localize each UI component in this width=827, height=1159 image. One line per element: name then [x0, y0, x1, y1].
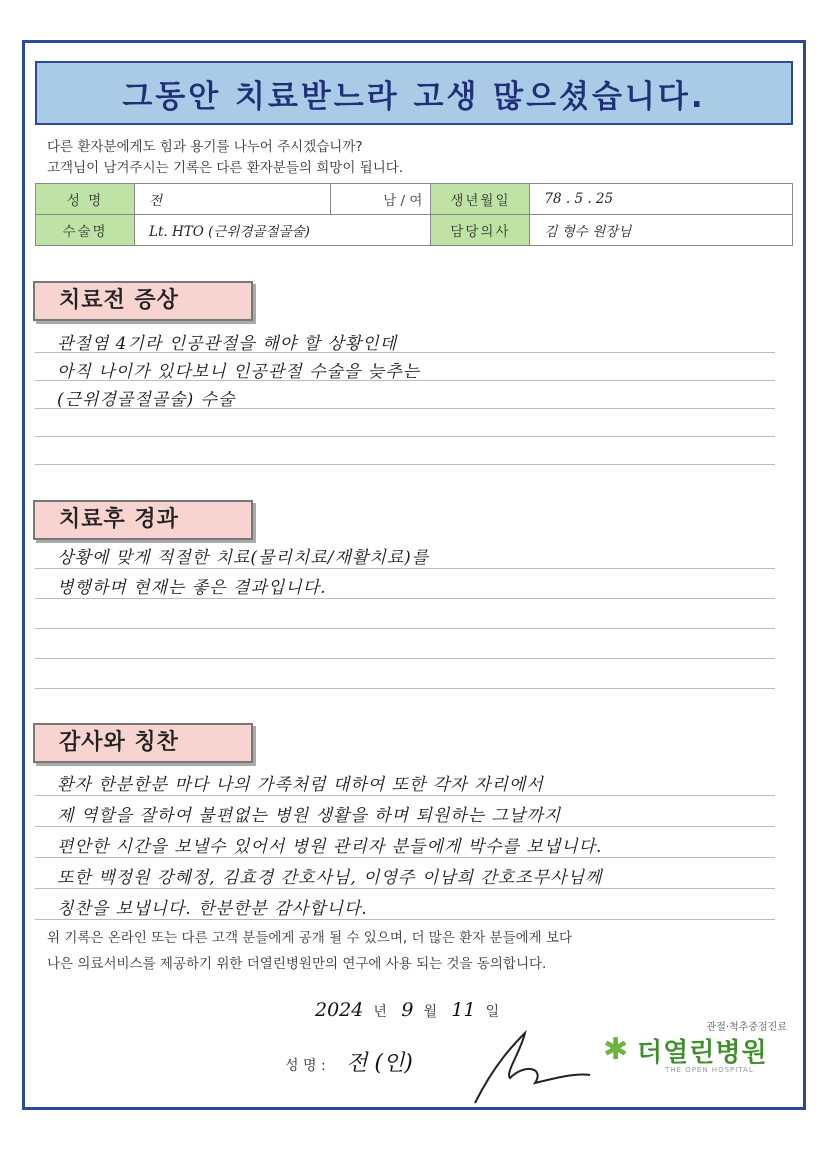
surgery-value: Lt. HTO (근위경골절골술): [135, 215, 431, 246]
intro-text: [47, 137, 403, 179]
logo-tagline: 관절·척추중점진료: [706, 1022, 787, 1033]
before-line-3: (근위경골절골술) 수술: [57, 390, 236, 410]
form-frame: [22, 40, 806, 1110]
before-line-1: 관절염 4기라 인공관절을 해야 할 상황인데: [57, 334, 398, 354]
sex-selector: 남 / 여: [331, 184, 431, 215]
signature-value: 전 (인): [346, 1051, 413, 1076]
consent-text: [47, 925, 572, 977]
ruled-line: [35, 857, 775, 858]
title-banner: [35, 61, 793, 125]
after-line-2: 병행하며 현재는 좋은 결과입니다.: [57, 578, 327, 598]
thanks-line-1: 환자 한분한분 마다 나의 가족처럼 대하여 또한 각자 자리에서: [57, 775, 544, 795]
signature-field: [285, 1046, 413, 1077]
date-year-unit: 년: [373, 1004, 387, 1020]
thanks-line-2: 제 역할을 잘하여 불편없는 병원 생활을 하며 퇴원하는 그날까지: [57, 806, 562, 826]
before-treatment-title: 치료전 증상: [33, 281, 253, 321]
ruled-line: [35, 568, 775, 569]
doctor-label: 담당의사: [431, 215, 530, 246]
date-month-unit: 월: [423, 1004, 437, 1020]
after-line-1: 상황에 맞게 적절한 치료(물리치료/재활치료)를: [57, 548, 430, 568]
logo-subtitle: THE OPEN HOSPITAL: [665, 1066, 754, 1074]
thanks-line-3: 편안한 시간을 보낼수 있어서 병원 관리자 분들에게 박수를 보냅니다.: [57, 837, 603, 857]
doctor-value: 김 형수 원장님: [530, 215, 793, 246]
signature-scribble: [465, 1023, 595, 1113]
signature-label: 성 명 :: [285, 1058, 326, 1074]
logo-name: 더열린병원: [637, 1038, 768, 1068]
consent-line-2: 나은 의료서비스를 제공하기 위한 더열린병원만의 연구에 사용 되는 것을 동의합니다.: [47, 956, 547, 972]
date-month: 9: [401, 999, 414, 1021]
ruled-line: [35, 464, 775, 465]
ruled-line: [35, 888, 775, 889]
date-year: 2024: [315, 999, 364, 1021]
thanks-title: 감사와 칭찬: [33, 723, 253, 763]
page-title: 그동안 치료받느라 고생 많으셨습니다.: [122, 78, 706, 115]
intro-line-1: 다른 환자분에게도 힘과 용기를 나누어 주시겠습니까?: [47, 139, 363, 155]
hospital-logo: [603, 1018, 793, 1078]
surgery-label: 수술명: [36, 215, 135, 246]
after-treatment-title: 치료후 경과: [33, 500, 253, 540]
date-day: 11: [451, 999, 476, 1021]
birth-value: 78 . 5 . 25: [530, 184, 793, 215]
birth-label: 생년월일: [431, 184, 530, 215]
ruled-line: [35, 658, 775, 659]
patient-info-table: [35, 183, 793, 246]
thanks-line-4: 또한 백정원 강혜정, 김효경 간호사님, 이영주 이남희 간호조무사님께: [57, 868, 603, 888]
consent-line-1: 위 기록은 온라인 또는 다른 고객 분들에게 공개 될 수 있으며, 더 많은 환자 분들에게 보다: [47, 930, 573, 946]
ruled-line: [35, 598, 775, 599]
date-field: [305, 999, 499, 1021]
ruled-line: [35, 688, 775, 689]
ruled-line: [35, 795, 775, 796]
name-label: 성 명: [36, 184, 135, 215]
intro-line-2: 고객님이 남겨주시는 기록은 다른 환자분들의 희망이 됩니다.: [47, 160, 404, 176]
ruled-line: [35, 826, 775, 827]
thanks-line-5: 칭찬을 보냅니다. 한분한분 감사합니다.: [57, 899, 368, 919]
before-line-2: 아직 나이가 있다보니 인공관절 수술을 늦추는: [57, 362, 421, 382]
logo-star-icon: ✱: [603, 1032, 629, 1067]
date-day-unit: 일: [485, 1004, 500, 1020]
ruled-line: [35, 628, 775, 629]
name-value: 전: [135, 184, 331, 215]
ruled-line: [35, 919, 775, 920]
ruled-line: [35, 436, 775, 437]
